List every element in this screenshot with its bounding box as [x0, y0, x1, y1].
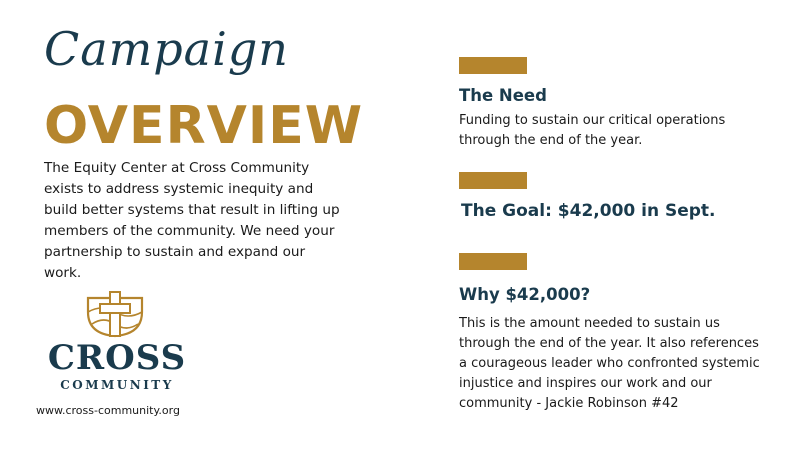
- logo-subname: COMMUNITY: [60, 378, 174, 392]
- logo-name: CROSS: [47, 338, 187, 378]
- body-need: Funding to sustain our critical operations through the end of the year.: [459, 113, 726, 148]
- body-why: This is the amount needed to sustain us through the end of the year. It also references a courageous leader who confronted systemic injustice and inspires our work and our community - Jackie Robinson #42: [459, 316, 760, 411]
- section-bar-why: [459, 253, 527, 270]
- heading-need: The Need: [459, 86, 547, 105]
- script-title: Campaign: [44, 22, 289, 76]
- overview-title: OVERVIEW: [44, 96, 364, 156]
- heading-goal: The Goal: $42,000 in Sept.: [461, 201, 716, 221]
- section-bar-need: [459, 57, 527, 74]
- intro-paragraph: The Equity Center at Cross Community exists to address systemic inequity and build better systems that result in lifting up members of the community. We need your partnership to sustain and expand our work.: [44, 160, 340, 281]
- heading-why: Why $42,000?: [459, 285, 591, 304]
- cross-community-logo-icon: [84, 290, 146, 338]
- website-link[interactable]: www.cross-community.org: [36, 404, 180, 417]
- section-bar-goal: [459, 172, 527, 189]
